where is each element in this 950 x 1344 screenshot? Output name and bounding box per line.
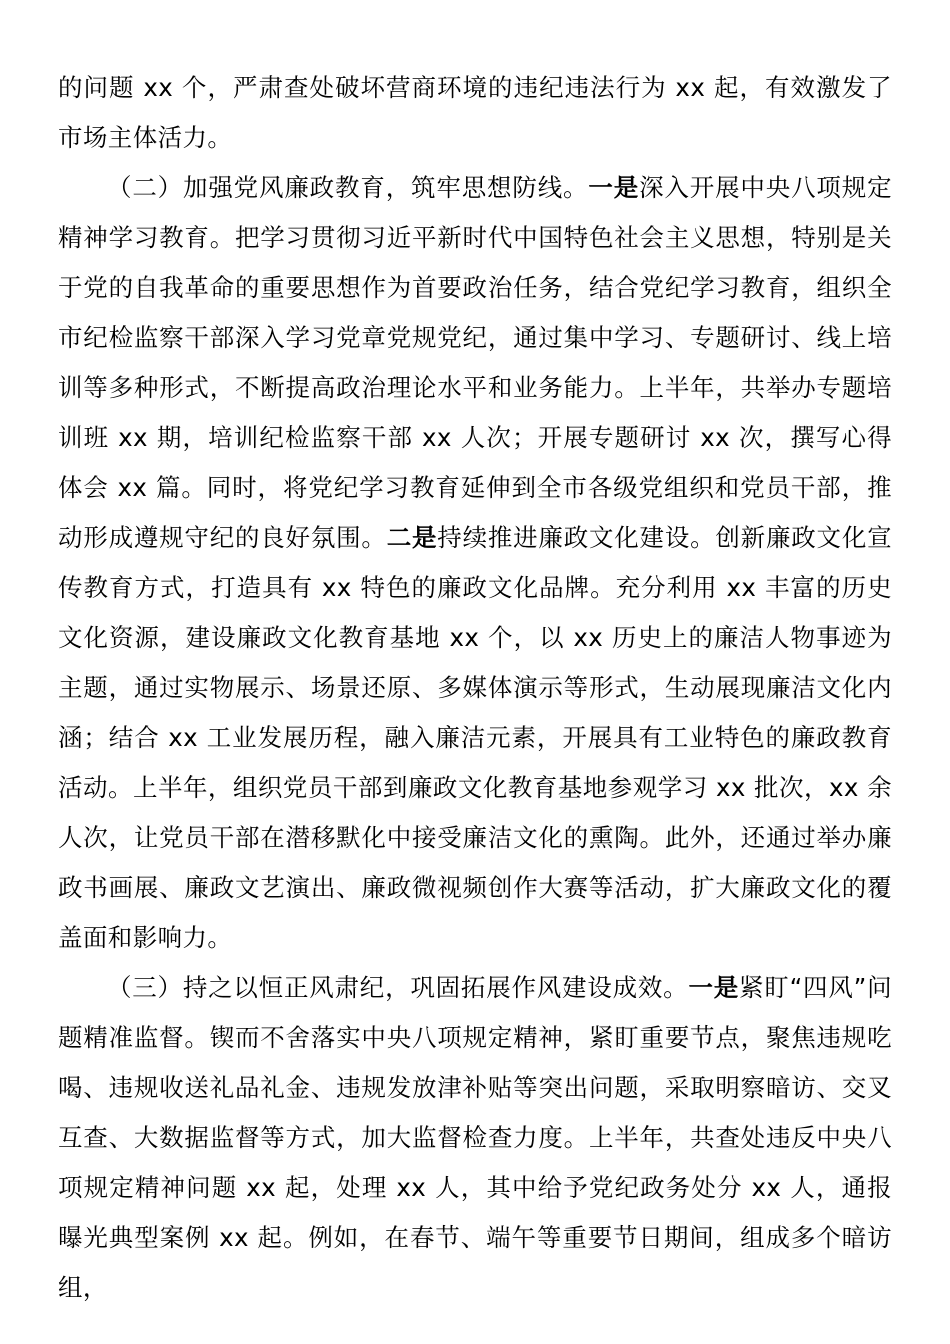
paragraph-text: 的问题 xx 个，严肃查处破坏营商环境的违纪违法行为 xx 起，有效激发了市场主体活力。 xyxy=(58,73,892,152)
bold-marker-second: 二是 xyxy=(386,523,438,552)
paragraph-continuation xyxy=(58,63,892,163)
paragraph-text: 紧盯“四风”问题精准监督。锲而不舍落实中央八项规定精神，紧盯重要节点，聚焦违规吃喝、违规收送礼品礼金、违规发放津补贴等突出问题，采取明察暗访、交叉互查、大数据监督等方式，加大监督检查力度。上半年，共查处违反中央八项规定精神问题 xx 起，处理 xx 人，其中给予党纪政务处分 xx 人，通报曝光典型案例 xx 起。例如，在春节、端午等重要节日期间，组成多个暗访组， xyxy=(58,973,892,1302)
paragraph-text: 深入开展中央八项规定精神学习教育。把学习贯彻习近平新时代中国特色社会主义思想，特别是关于党的自我革命的重要思想作为首要政治任务，结合党纪学习教育，组织全市纪检监察干部深入学习党章党规党纪，通过集中学习、专题研讨、线上培训等多种形式，不断提高政治理论水平和业务能力。上半年，共举办专题培训班 xx 期，培训纪检监察干部 xx 人次；开展专题研讨 xx 次，撰写心得体会 xx 篇。同时，将党纪学习教育延伸到全市各级党组织和党员干部，推动形成遵规守纪的良好氛围。 xyxy=(58,173,892,552)
section-heading-text: （二）加强党风廉政教育，筑牢思想防线。 xyxy=(107,173,589,202)
paragraph-discipline xyxy=(58,963,892,1313)
section-heading-text: （三）持之以恒正风肃纪，巩固拓展作风建设成效。 xyxy=(107,973,689,1002)
paragraph-text: 持续推进廉政文化建设。创新廉政文化宣传教育方式，打造具有 xx 特色的廉政文化品牌。充分利用 xx 丰富的历史文化资源，建设廉政文化教育基地 xx 个，以 xx 历史上的廉洁人物事迹为主题，通过实物展示、场景还原、多媒体演示等形式，生动展现廉洁文化内涵；结合 xx 工业发展历程，融入廉洁元素，开展具有工业特色的廉政教育活动。上半年，组织党员干部到廉政文化教育基地参观学习 xx 批次，xx 余人次，让党员干部在潜移默化中接受廉洁文化的熏陶。此外，还通过举办廉政书画展、廉政文艺演出、廉政微视频创作大赛等活动，扩大廉政文化的覆盖面和影响力。 xyxy=(58,523,893,952)
bold-marker-first: 一是 xyxy=(688,973,740,1002)
bold-marker-first: 一是 xyxy=(588,173,640,202)
document-body xyxy=(58,63,892,1313)
paragraph-party-education xyxy=(58,163,892,963)
